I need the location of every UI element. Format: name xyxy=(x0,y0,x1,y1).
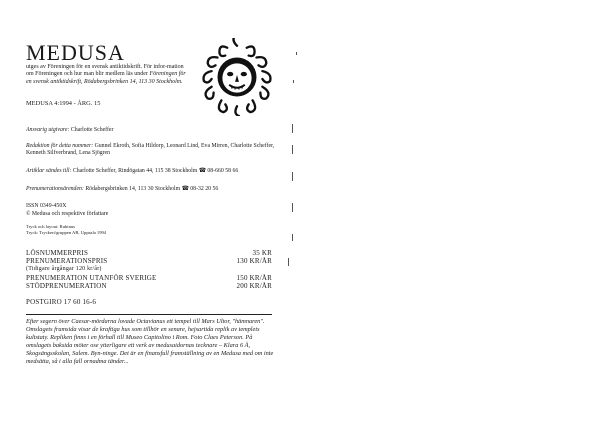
subscriptions-line xyxy=(26,186,218,192)
issn-line: ISSN 0349-450X xyxy=(26,203,67,209)
scan-mark xyxy=(292,234,293,241)
divider-rule xyxy=(26,314,272,315)
scan-mark xyxy=(292,124,293,133)
scan-mark xyxy=(296,52,297,55)
price-value: 150 KR/ÅR xyxy=(236,273,272,282)
price-note: (Tidigare årgångar 120 kr/år) xyxy=(26,266,102,273)
price-note-row xyxy=(26,265,272,273)
price-label: PRENUMERATIONSPRIS xyxy=(26,257,108,266)
intro-text: utges av Föreningen för en svensk antiktidskrift. För infor-mation om Föreningen och hur man blir medlem läs under xyxy=(26,64,184,78)
editors-label: Redaktion för detta nummer: xyxy=(26,143,94,149)
print-line-2: Tryck: Tryckeri/gruppen AB, Uppsala 1994 xyxy=(26,230,107,235)
masthead-title: MEDUSA xyxy=(26,40,125,65)
price-label: LÖSNUMMERPRIS xyxy=(26,249,89,257)
price-row xyxy=(26,257,272,265)
cover-caption: Efter segern över Caesar-mördarna lovade Octavianus ett tempel till Mars Ultor, "hämnaren". Omslagets framsida visar de kraftiga hus som tillhör en senare, hejsartida replik av templets kultstaty. Repliken finns i en förhall till Museo Capitolino i Rom. Foto Claes Peterson. På omslagets baksida möter ose ytterligare ett verk av medusaidornas tecknare – Klara 6 Å, Skogsängsskolan, Salem. Byn-ninge. Det är en finansfull framställning av en Medusa med om inte medsätta, så i alla fall ornadma tänder... xyxy=(26,318,274,365)
price-value: 35 KR xyxy=(252,249,272,257)
price-row xyxy=(26,274,272,282)
price-value: 130 KR/ÅR xyxy=(236,257,272,266)
medusa-head-logo xyxy=(198,38,276,116)
intro-paragraph xyxy=(26,64,191,86)
price-label: STÖDPRENUMERATION xyxy=(26,281,107,290)
publisher-line xyxy=(26,127,113,133)
issue-line: MEDUSA 4:1994 - ÅRG. 15 xyxy=(26,100,101,107)
articles-line xyxy=(26,168,238,174)
publisher-label: Ansvarig utgivare: xyxy=(26,127,70,133)
scan-mark xyxy=(292,203,293,212)
price-row xyxy=(26,249,272,257)
intro-address: Föreningen för en svensk antiktidskrift, Rödabergsbrinken 14, 113 30 Stockholm. xyxy=(26,71,186,85)
publisher-name: Charlotte Scheffer xyxy=(70,127,114,133)
articles-address: Charlotte Scheffer, Rindögatan 44, 115 38 Stockholm ☎ 08-660 58 66 xyxy=(72,168,239,174)
scan-mark xyxy=(288,258,289,266)
price-value: 200 KR/ÅR xyxy=(236,281,272,290)
postgiro-line: POSTGIRO 17 60 16-6 xyxy=(26,298,97,306)
subscriptions-label: Prenumerationsärenden: xyxy=(26,186,84,192)
price-row xyxy=(26,282,272,290)
price-list xyxy=(26,249,272,290)
editors-names: Gunnel Ekroth, Sofia Hildorp, Leonard Lind, Eva Mirren, Charlotte Scheffer, Kenneth Silfverbrand, Lena Sjögren xyxy=(26,143,275,156)
scan-mark xyxy=(292,145,293,154)
scan-mark xyxy=(292,172,293,181)
copyright-line: © Medusa och respektive författare xyxy=(26,211,109,217)
scan-mark xyxy=(293,80,294,83)
print-line-1: Tryck och layout: Rubinus xyxy=(26,224,75,229)
editors-line xyxy=(26,143,286,157)
articles-label: Artiklar sändes till: xyxy=(26,168,72,174)
subscriptions-address: Rödabergsbrinken 14, 113 30 Stockholm ☎ 08-32 20 56 xyxy=(85,186,219,192)
price-label: PRENUMERATION UTANFÖR SVERIGE xyxy=(26,273,157,282)
